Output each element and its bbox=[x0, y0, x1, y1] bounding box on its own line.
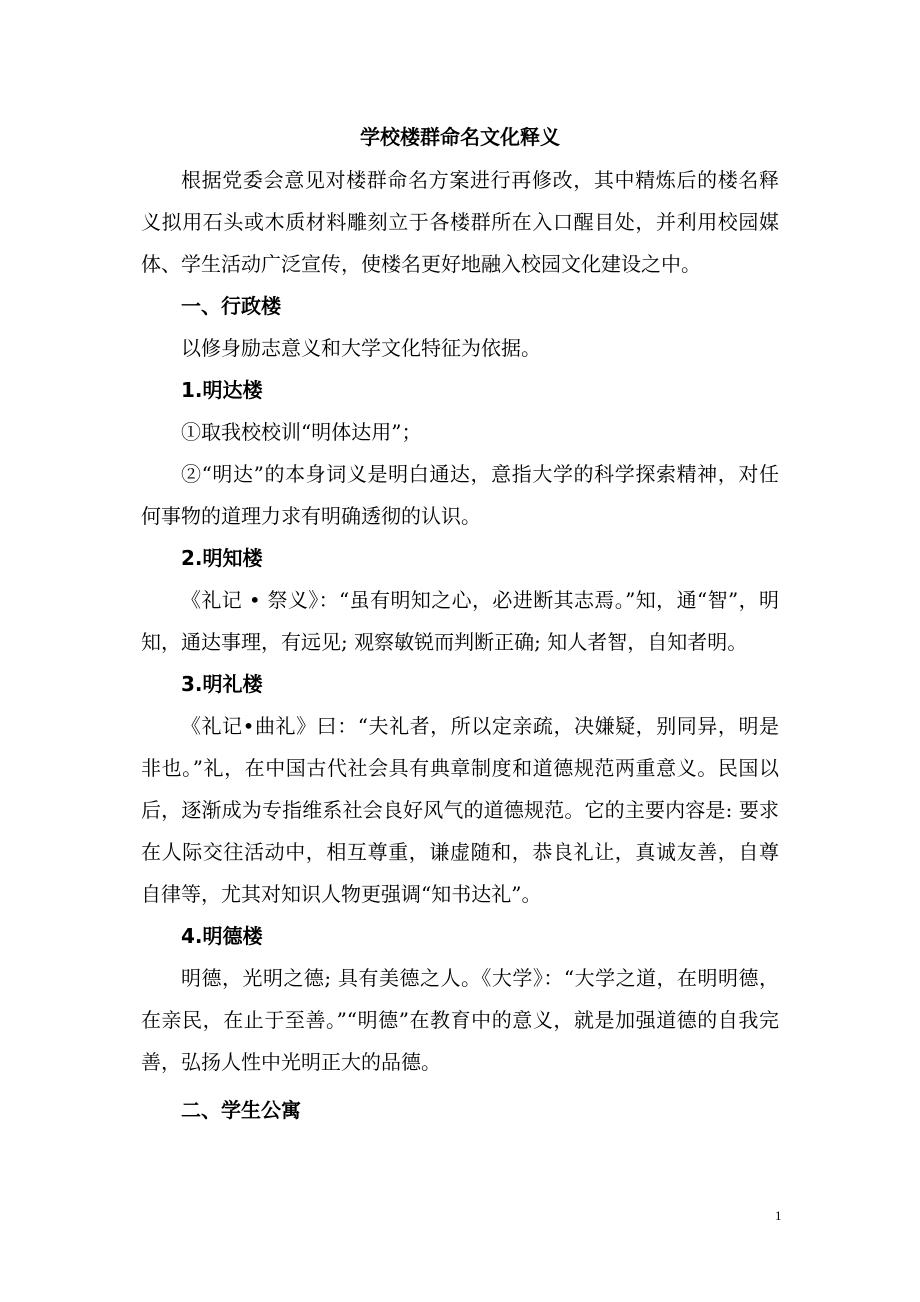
page-number: 1 bbox=[775, 1208, 782, 1223]
building-paragraph: 《礼记•曲礼》曰：“夫礼者，所以定亲疏，决嫌疑，别同异，明是非也。”礼，在中国古代社会具有典章制度和道德规范两重意义。民国以后，逐渐成为专指维系社会良好风气的道德规范。它的主要内容是: 要求在人际交往活动中，相互尊重，谦虚随和，恭良礼让，真诚友善，自尊自律等，尤其对知识人物更强调“知书达礼”。 bbox=[141, 714, 779, 906]
document-title: 学校楼群命名文化释义 bbox=[360, 125, 560, 149]
building-heading-mingda: 1.明达楼 bbox=[181, 378, 263, 402]
section-basis: 以修身励志意义和大学文化特征为依据。 bbox=[181, 336, 541, 360]
building-paragraph: 明德，光明之德; 具有美德之人。《大学》：“大学之道，在明明德，在亲民，在止于至善。”“明德”在教育中的意义，就是加强道德的自我完善，弘扬人性中光明正大的品德。 bbox=[141, 966, 779, 1074]
intro-paragraph: 根据党委会意见对楼群命名方案进行再修改，其中精炼后的楼名释义拟用石头或木质材料雕刻立于各楼群所在入口醒目处，并利用校园媒体、学生活动广泛宣传，使楼名更好地融入校园文化建设之中。 bbox=[141, 168, 779, 276]
building-paragraph: 《礼记 • 祭义》：“虽有明知之心，必进断其志焉。”知，通“智”，明知，通达事理，有远见; 观察敏锐而判断正确; 知人者智，自知者明。 bbox=[141, 588, 779, 654]
document-page bbox=[141, 115, 779, 1131]
building-heading-mingzhi: 2.明知楼 bbox=[181, 546, 263, 570]
section-heading-student-apartments: 二、学生公寓 bbox=[181, 1098, 301, 1122]
building-paragraph: ②“明达”的本身词义是明白通达，意指大学的科学探索精神，对任何事物的道理力求有明确透彻的认识。 bbox=[141, 462, 779, 528]
building-heading-mingli: 3.明礼楼 bbox=[181, 672, 263, 696]
building-heading-mingde: 4.明德楼 bbox=[181, 924, 263, 948]
building-paragraph: ①取我校校训“明体达用”； bbox=[181, 420, 422, 444]
section-heading-administration: 一、行政楼 bbox=[181, 294, 281, 318]
